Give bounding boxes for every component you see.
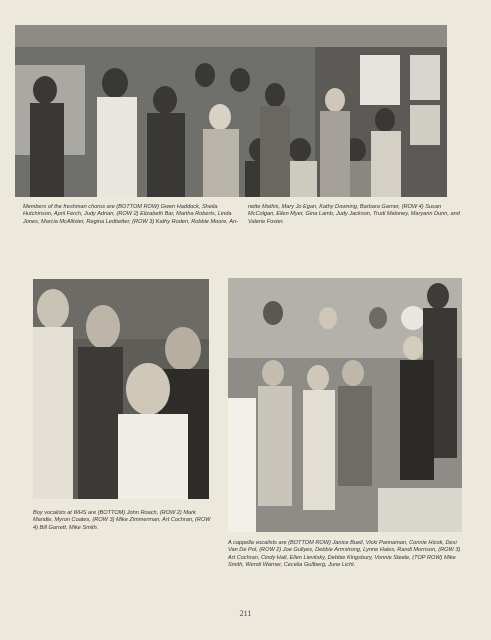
a-cappella-photo (228, 278, 462, 532)
freshman-chorus-photo (15, 25, 447, 197)
caption-col-1: Members of the freshman chorus are (BOTTOM ROW) Gwen Haddock, Sheila Hutchinson, April Ferch, Judy Adrian, (ROW 2) Elizabeth Bar, Martha Roberts, Linda Jones, Marcia McAllister, Regina Ledbetter, (ROW 3) Kathy Roden, Robbie Moore, An- (23, 204, 238, 225)
boy-vocalists-photo (33, 279, 209, 499)
freshman-chorus-caption (23, 204, 463, 226)
caption-col-2: nette Mathis, Mary Jo Egan, Kathy Downing, Barbara Garner, (ROW 4) Susan McColgan, Ellen Myer, Gina Lamb, Judy Jackson, Trudi Maloney, Maryann Dunn, and Valerie Foster. (248, 204, 460, 225)
boy-vocalists-caption: Boy vocalists at WHS are (BOTTOM) John Roach, (ROW 2) Mark Mandle, Myron Coates, (ROW 3) Mike Zimmerman, Art Cochran, (ROW 4) Bill Garrett, Mike Smith. (33, 510, 211, 531)
page-number: 211 (239, 609, 252, 618)
a-cappella-caption: A cappella vocalists are (BOTTOM ROW) Janice Buell, Vicki Pannaman, Connie Hicok, Desi Van De Pol, (ROW 2) Joe Gullyes, Debbie Armstrong, Lynne Hales, Randi Morrison, (ROW 3) Art Cochran, Cindy Hall, Ellen Lievitsky, Debbie Kingsbury, Vonnie Steele, (TOP ROW) Mike Smith, Wendi Warner, Cecelia Gullberg, June Licht. (228, 540, 461, 569)
